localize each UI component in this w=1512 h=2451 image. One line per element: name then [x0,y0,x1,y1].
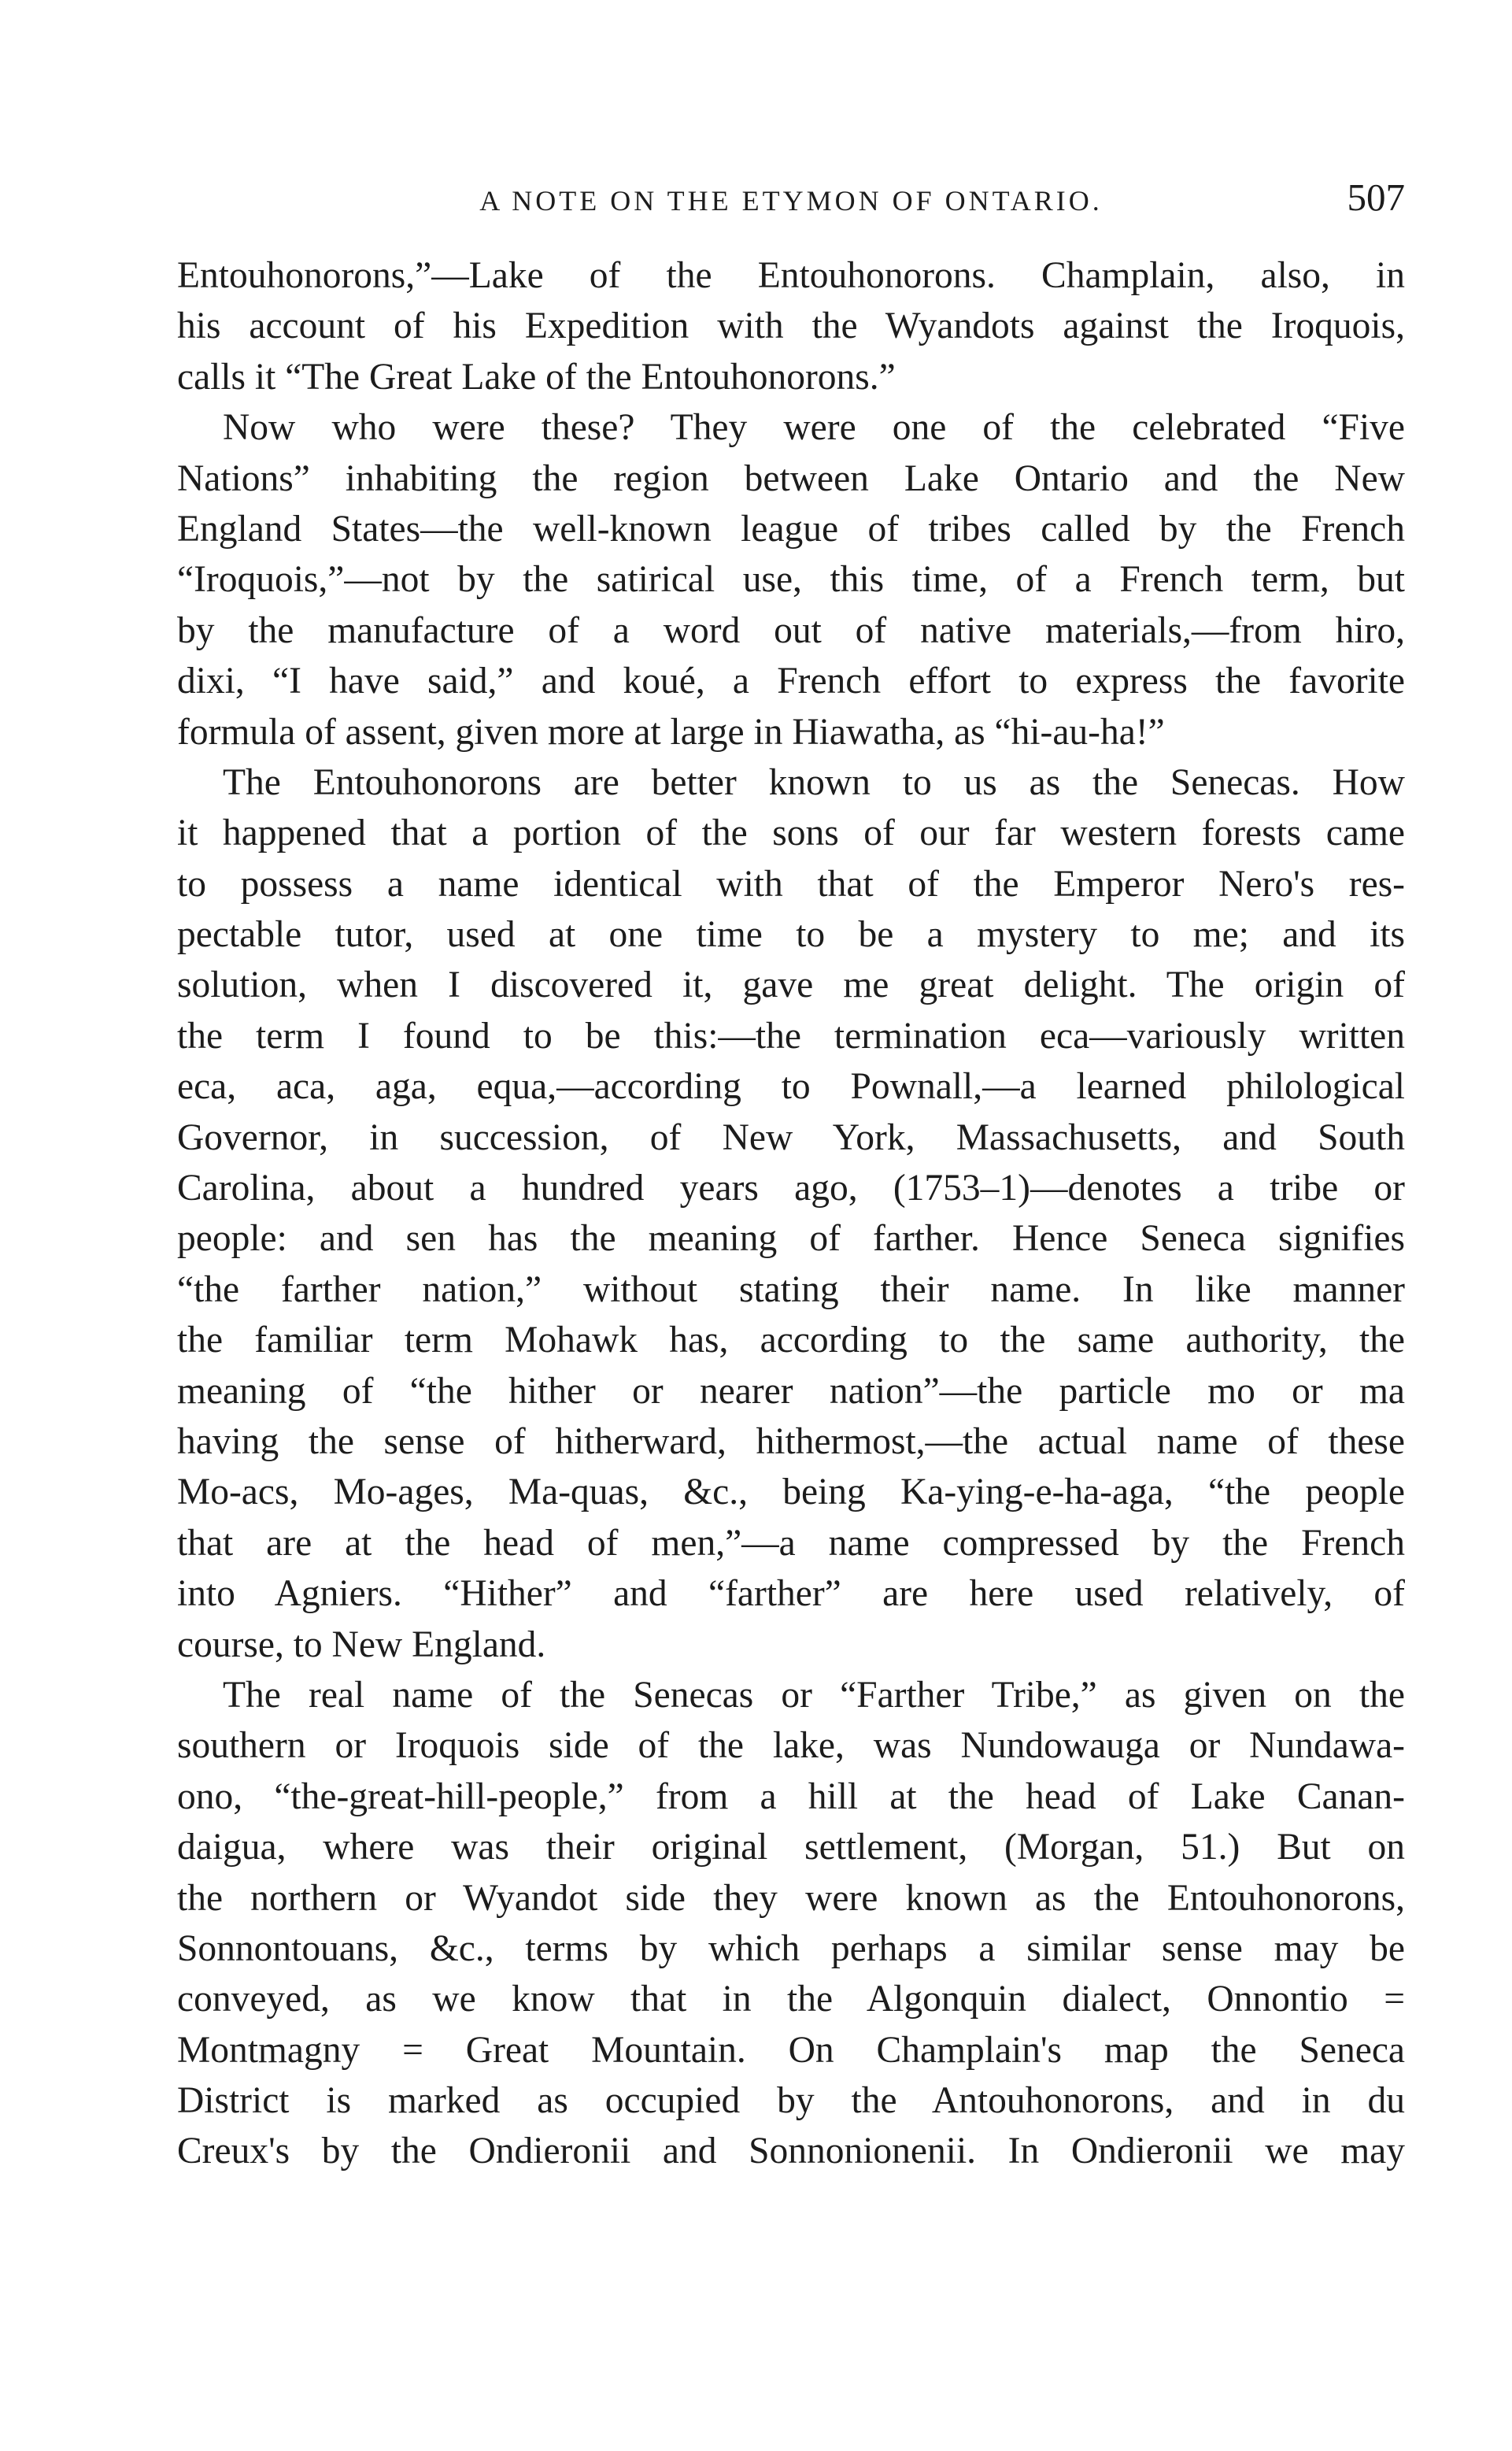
running-title: A NOTE ON THE ETYMON OF ONTARIO. [479,185,1103,217]
text-line: it happened that a portion of the sons of our far western forests came [177,813,1405,854]
text-line: that are at the head of men,”—a name compressed by the French [177,1522,1405,1564]
text-line: to possess a name identical with that of the Emperor Nero's res- [177,863,1405,905]
text-line: Montmagny = Great Mountain. On Champlain's map the Seneca [177,2029,1405,2071]
text-line: daigua, where was their original settlement, (Morgan, 51.) But on [177,1827,1405,1868]
text-line: Sonnontouans, &c., terms by which perhaps a similar sense may be [177,1927,1405,1969]
text-line: into Agniers. “Hither” and “farther” are here used relatively, of [177,1573,1405,1615]
text-line: solution, when I discovered it, gave me great delight. The origin of [177,964,1405,1006]
text-line: Governor, in succession, of New York, Massachusetts, and South [177,1116,1405,1158]
text-line: eca, aca, aga, equa,—according to Pownall,—a learned philological [177,1066,1405,1108]
text-line: pectable tutor, used at one time to be a mystery to me; and its [177,914,1405,956]
text-line: the term I found to be this:—the termination eca—variously written [177,1015,1405,1057]
text-line: “the farther nation,” without stating their name. In like manner [177,1268,1405,1310]
text-line: Creux's by the Ondieronii and Sonnonionenii. In Ondieronii we may [177,2131,1405,2172]
text-line: southern or Iroquois side of the lake, was Nundowauga or Nundawa- [177,1725,1405,1767]
running-head [177,175,1405,222]
page-number: 507 [1347,176,1405,219]
text-line: Mo-acs, Mo-ages, Ma-quas, &c., being Ka-ying-e-ha-aga, “the people [177,1472,1405,1513]
text-line: his account of his Expedition with the Wyandots against the Iroquois, [177,305,1405,347]
text-line: Now who were these? They were one of the celebrated “Five [223,407,1405,449]
text-line: meaning of “the hither or nearer nation”—the particle mo or ma [177,1370,1405,1412]
text-line: ono, “the-great-hill-people,” from a hill at the head of Lake Canan- [177,1775,1405,1817]
text-line: “Iroquois,”—not by the satirical use, this time, of a French term, but [177,559,1405,601]
text-line: calls it “The Great Lake of the Entouhonorons.” [177,356,896,398]
text-line: the familiar term Mohawk has, according to the same authority, the [177,1320,1405,1361]
text-line: having the sense of hitherward, hithermost,—the actual name of these [177,1420,1405,1462]
text-line: District is marked as occupied by the Antouhonorons, and in du [177,2080,1405,2122]
text-line: the northern or Wyandot side they were known as the Entouhonorons, [177,1877,1405,1919]
text-line: people: and sen has the meaning of farther. Hence Seneca signifies [177,1218,1405,1260]
text-line: conveyed, as we know that in the Algonquin dialect, Onnontio = [177,1979,1405,2020]
text-line: England States—the well-known league of tribes called by the French [177,508,1405,550]
text-line: course, to New England. [177,1624,546,1665]
text-line: Carolina, about a hundred years ago, (1753–1)—denotes a tribe or [177,1168,1405,1209]
text-line: by the manufacture of a word out of native materials,—from hiro, [177,609,1405,651]
body-text [177,250,1405,2177]
text-line: formula of assent, given more at large in Hiawatha, as “hi-au-ha!” [177,711,1165,753]
text-line: The real name of the Senecas or “Farther Tribe,” as given on the [223,1674,1405,1716]
text-line: The Entouhonorons are better known to us as the Senecas. How [223,761,1405,803]
text-line: Nations” inhabiting the region between Lake Ontario and the New [177,457,1405,499]
text-line: Entouhonorons,”—Lake of the Entouhonorons. Champlain, also, in [177,255,1405,296]
text-line: dixi, “I have said,” and koué, a French effort to express the favorite [177,661,1405,702]
